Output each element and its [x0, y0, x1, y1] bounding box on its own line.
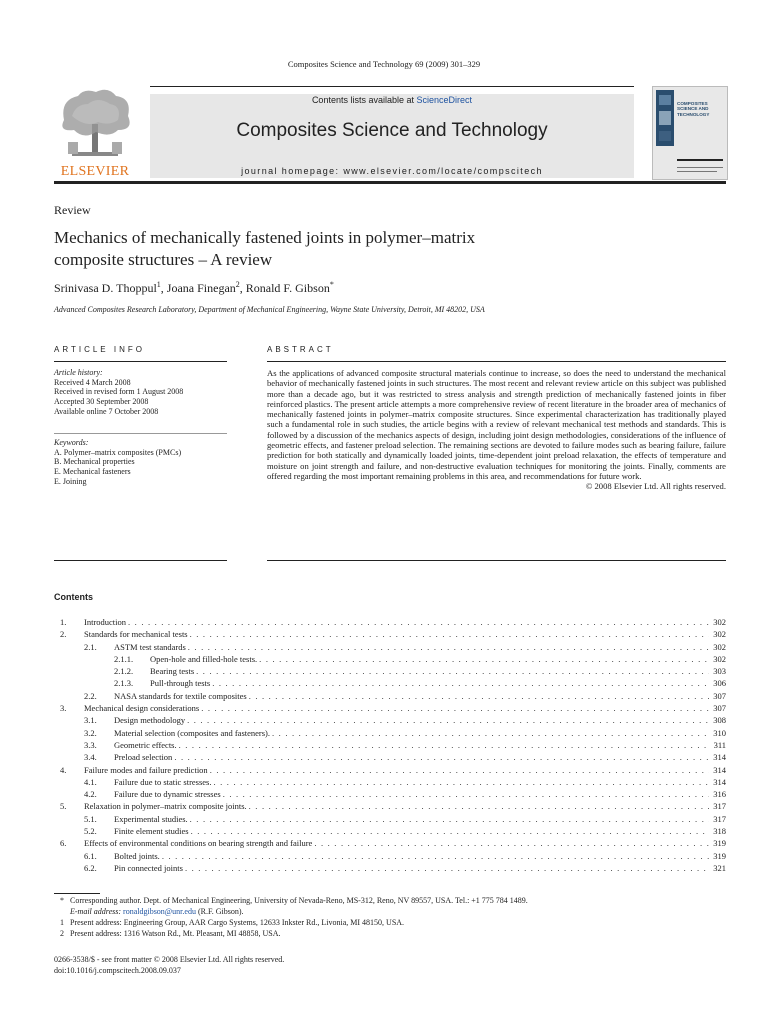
toc-leader-dots	[174, 751, 709, 763]
toc-leader-dots	[249, 800, 710, 812]
contents-available-text: Contents lists available at	[311, 95, 414, 105]
toc-page-number: 317	[709, 813, 726, 825]
toc-row[interactable]	[54, 800, 726, 812]
toc-page-number: 302	[709, 641, 726, 653]
toc-row[interactable]	[54, 665, 726, 677]
toc-entry[interactable]	[84, 800, 726, 812]
toc-leader-dots	[128, 616, 709, 628]
toc-leader-dots	[212, 677, 709, 689]
cover-line-2: SCIENCE AND	[677, 106, 709, 112]
author-name[interactable]: Joana Finegan	[166, 281, 236, 295]
toc-page-number: 302	[709, 616, 726, 628]
elsevier-wordmark: ELSEVIER	[60, 164, 130, 179]
toc-label: Bearing tests	[150, 666, 195, 677]
toc-leader-dots	[185, 862, 709, 874]
toc-number: 5.2.	[84, 826, 97, 837]
toc-label: Bolted joints.	[114, 850, 160, 861]
toc-leader-dots	[272, 727, 709, 739]
toc-entry[interactable]	[114, 641, 726, 653]
toc-leader-dots	[201, 702, 709, 714]
toc-label: Introduction	[84, 617, 127, 627]
toc-label: Finite element studies	[114, 826, 189, 837]
footnote-mark-1: 1	[60, 918, 64, 927]
toc-entry[interactable]	[150, 653, 726, 665]
toc-entry[interactable]	[150, 677, 726, 689]
footnote-corresponding	[54, 895, 726, 906]
toc-row[interactable]	[54, 714, 726, 726]
title-line-2: composite structures – A review	[54, 250, 273, 269]
toc-entry[interactable]	[114, 751, 726, 763]
toc-leader-dots	[214, 776, 710, 788]
toc-label: NASA standards for textile composites	[114, 690, 247, 701]
toc-number: 4.	[60, 764, 67, 775]
toc-row[interactable]	[54, 653, 726, 665]
cover-line-1: COMPOSITES	[677, 101, 708, 106]
toc-number: 5.1.	[84, 813, 97, 824]
toc-leader-dots	[259, 653, 709, 665]
toc-entry[interactable]	[114, 739, 726, 751]
article-info-bottom-rule	[54, 560, 227, 561]
history-item: Received in revised form 1 August 2008	[54, 387, 184, 397]
toc-number: 1.	[60, 617, 67, 627]
toc-row[interactable]	[54, 616, 726, 628]
toc-leader-dots	[162, 850, 709, 862]
toc-entry[interactable]	[84, 628, 726, 640]
toc-label: Material selection (composites and fasteners).	[114, 727, 271, 738]
toc-number: 3.3.	[84, 739, 97, 750]
toc-page-number: 307	[709, 702, 726, 714]
abstract-rule	[267, 361, 726, 362]
toc-row[interactable]	[54, 764, 726, 776]
toc-page-number: 321	[709, 862, 726, 874]
banner-top-rule	[150, 86, 634, 87]
history-item: Accepted 30 September 2008	[54, 397, 149, 407]
author-mark[interactable]: 2	[235, 280, 240, 289]
author-name[interactable]: Srinivasa D. Thoppul	[54, 281, 157, 295]
footnote-mark-2: 2	[60, 929, 64, 938]
author-mark[interactable]: 1	[156, 280, 161, 289]
footnote-star-mark: *	[60, 896, 64, 905]
toc-number: 6.	[60, 838, 67, 849]
footnote-1	[54, 917, 726, 928]
journal-cover-thumbnail[interactable]	[652, 86, 728, 180]
abstract-bottom-rule	[267, 560, 726, 561]
toc-number: 3.2.	[84, 727, 97, 738]
footnote-email	[54, 906, 726, 917]
toc-leader-dots	[223, 788, 710, 800]
toc-number: 6.2.	[84, 862, 97, 873]
elsevier-logo[interactable]	[54, 86, 136, 180]
toc-label: Design methodology	[114, 715, 186, 726]
toc-number: 5.	[60, 801, 67, 812]
author-list: Srinivasa D. Thoppul$^1$, Joana Finegan$^2$, Ronald F. Gibson*	[54, 280, 334, 295]
toc-number: 2.2.	[84, 690, 97, 701]
toc-entry[interactable]	[114, 813, 726, 825]
toc-label: Open-hole and filled-hole tests.	[150, 653, 258, 664]
email-link[interactable]: ronaldgibson@unr.edu	[123, 907, 196, 916]
history-item: Received 4 March 2008	[54, 377, 131, 387]
toc-entry[interactable]	[114, 850, 726, 862]
footnotes	[54, 895, 726, 939]
toc-number: 3.1.	[84, 715, 97, 726]
toc-row[interactable]	[54, 862, 726, 874]
toc-entry[interactable]	[114, 714, 726, 726]
toc-entry[interactable]	[84, 702, 726, 714]
toc-entry[interactable]	[114, 690, 726, 702]
toc-row[interactable]	[54, 641, 726, 653]
toc-page-number: 302	[709, 653, 726, 665]
toc-leader-dots	[187, 714, 709, 726]
toc-page-number: 307	[709, 690, 726, 702]
toc-row[interactable]	[54, 702, 726, 714]
toc-leader-dots	[196, 665, 709, 677]
front-matter	[54, 954, 284, 976]
cover-title	[677, 101, 725, 117]
toc-row[interactable]	[54, 850, 726, 862]
title-line-1: Mechanics of mechanically fastened joints in polymer–matrix	[54, 228, 476, 247]
elsevier-tree-icon	[54, 86, 136, 162]
footnote-text: Present address: Engineering Group, AAR Cargo Systems, 12633 Inkster Rd., Livonia, MI 48150, USA.	[70, 918, 405, 927]
abstract-heading: ABSTRACT	[267, 345, 334, 354]
toc-number: 4.1.	[84, 776, 97, 787]
toc-label: ASTM test standards	[114, 641, 186, 652]
toc-entry[interactable]	[84, 837, 726, 849]
toc-row[interactable]	[54, 739, 726, 751]
toc-page-number: 314	[709, 776, 726, 788]
toc-row[interactable]	[54, 690, 726, 702]
toc-leader-dots	[188, 641, 709, 653]
toc-row[interactable]	[54, 825, 726, 837]
abstract-body	[267, 368, 726, 492]
toc-label: Effects of environmental conditions on bearing strength and failure	[84, 838, 313, 849]
table-of-contents	[54, 616, 726, 874]
keyword-item[interactable]: B. Mechanical properties	[54, 457, 135, 467]
toc-row[interactable]	[54, 727, 726, 739]
copyright-line: © 2008 Elsevier Ltd. All rights reserved.	[585, 481, 726, 492]
keyword-item[interactable]: E. Mechanical fasteners	[54, 467, 131, 477]
toc-page-number: 319	[709, 850, 726, 862]
toc-leader-dots	[191, 825, 710, 837]
toc-number: 4.2.	[84, 789, 97, 800]
keywords	[54, 438, 229, 487]
toc-entry[interactable]	[84, 616, 726, 628]
history-label: Article history:	[54, 368, 103, 377]
doi-link[interactable]: doi:10.1016/j.compscitech.2008.09.037	[54, 966, 181, 975]
toc-leader-dots	[190, 813, 710, 825]
keyword-item[interactable]: E. Joining	[54, 476, 87, 486]
author-mark[interactable]: *	[329, 280, 334, 289]
toc-label: Experimental studies.	[114, 813, 188, 824]
history-item: Available online 7 October 2008	[54, 406, 159, 416]
affiliation: Advanced Composites Research Laboratory, Department of Mechanical Engineering, Wayne State University, Detroit, MI 48202, USA	[54, 305, 485, 314]
journal-homepage[interactable]: journal homepage: www.elsevier.com/locate/compscitech	[241, 166, 543, 176]
toc-number: 3.4.	[84, 752, 97, 763]
toc-number: 2.1.1.	[114, 653, 134, 664]
toc-page-number: 302	[709, 628, 726, 640]
footnote-2	[54, 928, 726, 939]
toc-page-number: 314	[709, 751, 726, 763]
toc-leader-dots	[210, 764, 710, 776]
toc-page-number: 310	[709, 727, 726, 739]
toc-label: Geometric effects.	[114, 739, 177, 750]
toc-label: Failure due to static stresses.	[114, 776, 212, 787]
toc-page-number: 303	[709, 665, 726, 677]
cover-line-3: TECHNOLOGY	[677, 111, 710, 117]
contents-heading: Contents	[54, 592, 93, 602]
toc-label: Standards for mechanical tests	[84, 629, 188, 640]
toc-leader-dots	[314, 837, 709, 849]
toc-label: Relaxation in polymer–matrix composite joints.	[84, 801, 247, 812]
toc-number: 3.	[60, 703, 67, 714]
article-type: Review	[54, 203, 91, 217]
toc-row[interactable]	[54, 788, 726, 800]
toc-page-number: 316	[709, 788, 726, 800]
toc-row[interactable]	[54, 776, 726, 788]
toc-row[interactable]	[54, 628, 726, 640]
toc-page-number: 311	[710, 739, 726, 751]
banner-bottom-rule	[54, 181, 726, 184]
toc-entry[interactable]	[114, 862, 726, 874]
toc-label: Preload selection	[114, 752, 173, 763]
toc-entry[interactable]	[114, 788, 726, 800]
article-info-rule	[54, 361, 227, 362]
footnote-text: Present address: 1316 Watson Rd., Mt. Pleasant, MI 48858, USA.	[70, 929, 281, 938]
contents-available-line	[150, 95, 634, 105]
journal-citation: Composites Science and Technology 69 (2009) 301–329	[287, 59, 481, 69]
toc-page-number: 314	[709, 764, 726, 776]
email-suffix: (R.F. Gibson).	[197, 907, 244, 916]
keyword-item[interactable]: A. Polymer–matrix composites (PMCs)	[54, 447, 182, 457]
sciencedirect-link[interactable]: ScienceDirect	[416, 95, 473, 105]
article-title	[54, 227, 654, 271]
toc-number: 2.1.	[84, 641, 97, 652]
toc-page-number: 318	[709, 825, 726, 837]
toc-leader-dots	[179, 739, 710, 751]
footnote-text: Corresponding author. Dept. of Mechanical Engineering, University of Nevada-Reno, MS-312, Reno, NV 89557, USA. Tel.: +1 775 784 1489.	[70, 896, 528, 905]
toc-label: Failure modes and failure prediction	[84, 764, 208, 775]
toc-number: 6.1.	[84, 850, 97, 861]
toc-label: Failure due to dynamic stresses	[114, 789, 221, 800]
info-divider	[54, 433, 227, 434]
toc-entry[interactable]	[114, 776, 726, 788]
toc-label: Pin connected joints	[114, 862, 183, 873]
toc-entry[interactable]	[150, 665, 726, 677]
keywords-label: Keywords:	[54, 438, 89, 447]
toc-label: Pull-through tests	[150, 678, 211, 689]
toc-number: 2.1.3.	[114, 678, 134, 689]
toc-entry[interactable]	[114, 825, 726, 837]
toc-row[interactable]	[54, 837, 726, 849]
toc-label: Mechanical design considerations	[84, 703, 200, 714]
toc-number: 2.	[60, 629, 67, 640]
article-history	[54, 368, 229, 417]
email-label: E-mail address:	[70, 907, 122, 916]
abstract-text: As the applications of advanced composite structural materials continue to increase, so does the need to understand the mechanical behavior of mechanically fastened joints in such structures. The most recent and relevant review article on this subject was published more than a decade ago, but it was restricted to stress analysis and strength prediction of mechanically fastened joints in fiber reinforced plastics. The present article attempts a more comprehensive review of recent literature in the broader area of mechanics of mechanically fastened joints in polymer–matrix composite structures. Since experimental characterization has traditionally played such a fundamental role in such studies, the article begins with a review of relevant mechanical test methods and standards. This is followed by a discussion of the mechanics aspects of design, including joint design methodologies, considerations of the influence of geometric effects, and fastener preload selection. The remaining sections are devoted to failure modes such as bearing failure, failure prediction for both statically and dynamically loaded joints, time-dependent joint preload relaxation, the effects of temperature and moisture on joint strength and failure, and non-destructive evaluation techniques for monitoring the joints. Finally, comments are offered regarding the most important remaining problems in this area, and recommendations for future work.	[267, 368, 726, 481]
toc-entry[interactable]	[84, 764, 726, 776]
toc-page-number: 308	[709, 714, 726, 726]
toc-number: 2.1.2.	[114, 666, 134, 677]
toc-page-number: 317	[709, 800, 726, 812]
toc-page-number: 306	[709, 677, 726, 689]
article-info-heading: ARTICLE INFO	[54, 345, 145, 354]
toc-leader-dots	[190, 628, 710, 640]
toc-entry[interactable]	[114, 727, 726, 739]
issn-line: 0266-3538/$ - see front matter © 2008 Elsevier Ltd. All rights reserved.	[54, 955, 285, 964]
journal-title: Composites Science and Technology	[236, 120, 548, 141]
toc-row[interactable]	[54, 677, 726, 689]
toc-leader-dots	[249, 690, 710, 702]
footnote-rule	[54, 893, 100, 894]
toc-row[interactable]	[54, 813, 726, 825]
author-name[interactable]: Ronald F. Gibson	[245, 281, 330, 295]
toc-row[interactable]	[54, 751, 726, 763]
toc-page-number: 319	[709, 837, 726, 849]
